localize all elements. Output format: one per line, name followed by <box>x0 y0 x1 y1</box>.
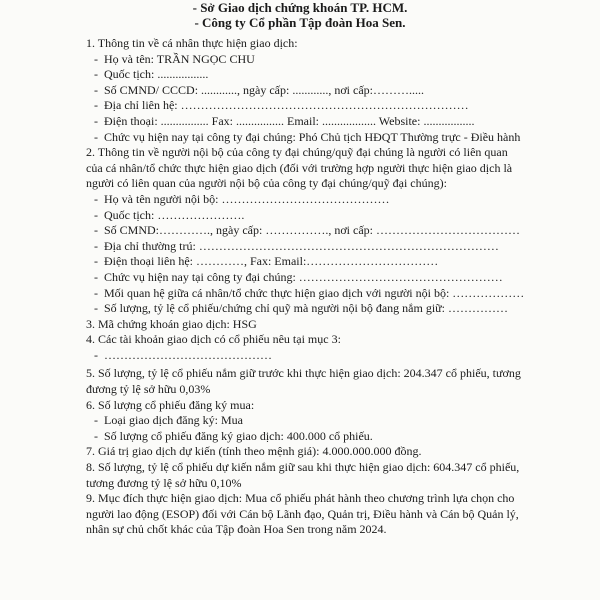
trader-name: - Họ và tên: TRẦN NGỌC CHU <box>94 51 255 66</box>
trader-address: - Địa chỉ liên hệ: ……………………………………………………………… <box>94 98 469 113</box>
recipient-company <box>0 15 600 31</box>
trading-account: - …………………………………… <box>94 347 272 362</box>
insider-contact: - Điện thoại liên hệ: …………, Fax: Email:…………………………… <box>94 254 439 269</box>
recipient-hose <box>0 0 600 16</box>
section-2-title-line: 2. Thông tin về người nội bộ của công ty đại chúng/quỹ đại chúng là người có liên quan <box>86 145 508 160</box>
section-7-value: 7. Giá trị giao dịch dự kiến (tính theo mệnh giá): 4.000.000.000 đồng. <box>86 444 422 459</box>
section-4-title: 4. Các tài khoản giao dịch có cổ phiếu nêu tại mục 3: <box>86 332 341 347</box>
section-8-line: tương đương tỷ lệ sở hữu 0,10% <box>86 475 242 490</box>
transaction-type: - Loại giao dịch đăng ký: Mua <box>94 413 243 428</box>
section-3-ticker: 3. Mã chứng khoán giao dịch: HSG <box>86 316 257 331</box>
recipient-company-text: - Công ty Cổ phần Tập đoàn Hoa Sen. <box>194 15 406 30</box>
section-5-line: đương tỷ lệ sở hữu 0,03% <box>86 382 211 397</box>
trader-contact: - Điện thoại: ................ Fax: ................ Email: .................. Website: ................. <box>94 113 475 128</box>
trader-position: - Chức vụ hiện nay tại công ty đại chúng: Phó Chủ tịch HĐQT Thường trực - Điều hành <box>94 129 521 144</box>
section-9-line: nhân sự chủ chốt khác của Tập đoàn Hoa Sen trong năm 2024. <box>86 522 387 537</box>
insider-name: - Họ và tên người nội bộ: …………………………………… <box>94 191 390 206</box>
section-2-title-line: của cá nhân/tổ chức thực hiện giao dịch (đối với trường hợp người thực hiện giao dịch là <box>86 160 513 175</box>
insider-relationship: - Mối quan hệ giữa cá nhân/tổ chức thực hiện giao dịch với người nội bộ: ……………… <box>94 285 525 300</box>
recipient-hose-text: - Sở Giao dịch chứng khoán TP. HCM. <box>192 0 408 15</box>
registered-quantity: - Số lượng cổ phiếu đăng ký giao dịch: 400.000 cổ phiếu. <box>94 428 373 443</box>
trader-nationality: - Quốc tịch: ................. <box>94 67 209 82</box>
trader-id: - Số CMND/ CCCD: ............, ngày cấp: ............, nơi cấp:………..... <box>94 82 425 97</box>
insider-id: - Số CMND:…………., ngày cấp: ……………., nơi cấp: ……………………………… <box>94 223 520 238</box>
insider-address: - Địa chỉ thường trú: ………………………………………………………………… <box>94 238 499 253</box>
section-5-line: 5. Số lượng, tỷ lệ cổ phiếu nắm giữ trước khi thực hiện giao dịch: 204.347 cổ phiếu, tương <box>86 366 521 381</box>
insider-nationality: - Quốc tịch: …………………. <box>94 207 245 222</box>
section-9-line: 9. Mục đích thực hiện giao dịch: Mua cổ phiếu phát hành theo chương trình lựa chọn cho <box>86 491 515 506</box>
insider-holdings: - Số lượng, tỷ lệ cổ phiếu/chứng chỉ quỹ mà người nội bộ đang nắm giữ: …………… <box>94 301 508 316</box>
document-body <box>86 36 580 538</box>
section-2-title-line: người có liên quan của người nội bộ của công ty đại chúng/quỹ đại chúng): <box>86 176 447 191</box>
section-6-title: 6. Số lượng cổ phiếu đăng ký mua: <box>86 397 255 412</box>
section-1-title: 1. Thông tin về cá nhân thực hiện giao dịch: <box>86 36 298 50</box>
insider-position: - Chức vụ hiện nay tại công ty đại chúng: …………………………………………… <box>94 269 503 284</box>
section-8-line: 8. Số lượng, tỷ lệ cổ phiếu dự kiến nắm giữ sau khi thực hiện giao dịch: 604.347 cổ phiếu, <box>86 460 520 475</box>
section-9-line: người lao động (ESOP) đối với Cán bộ Lãnh đạo, Quản trị, Điều hành và Cán bộ Quản lý, <box>86 506 519 521</box>
